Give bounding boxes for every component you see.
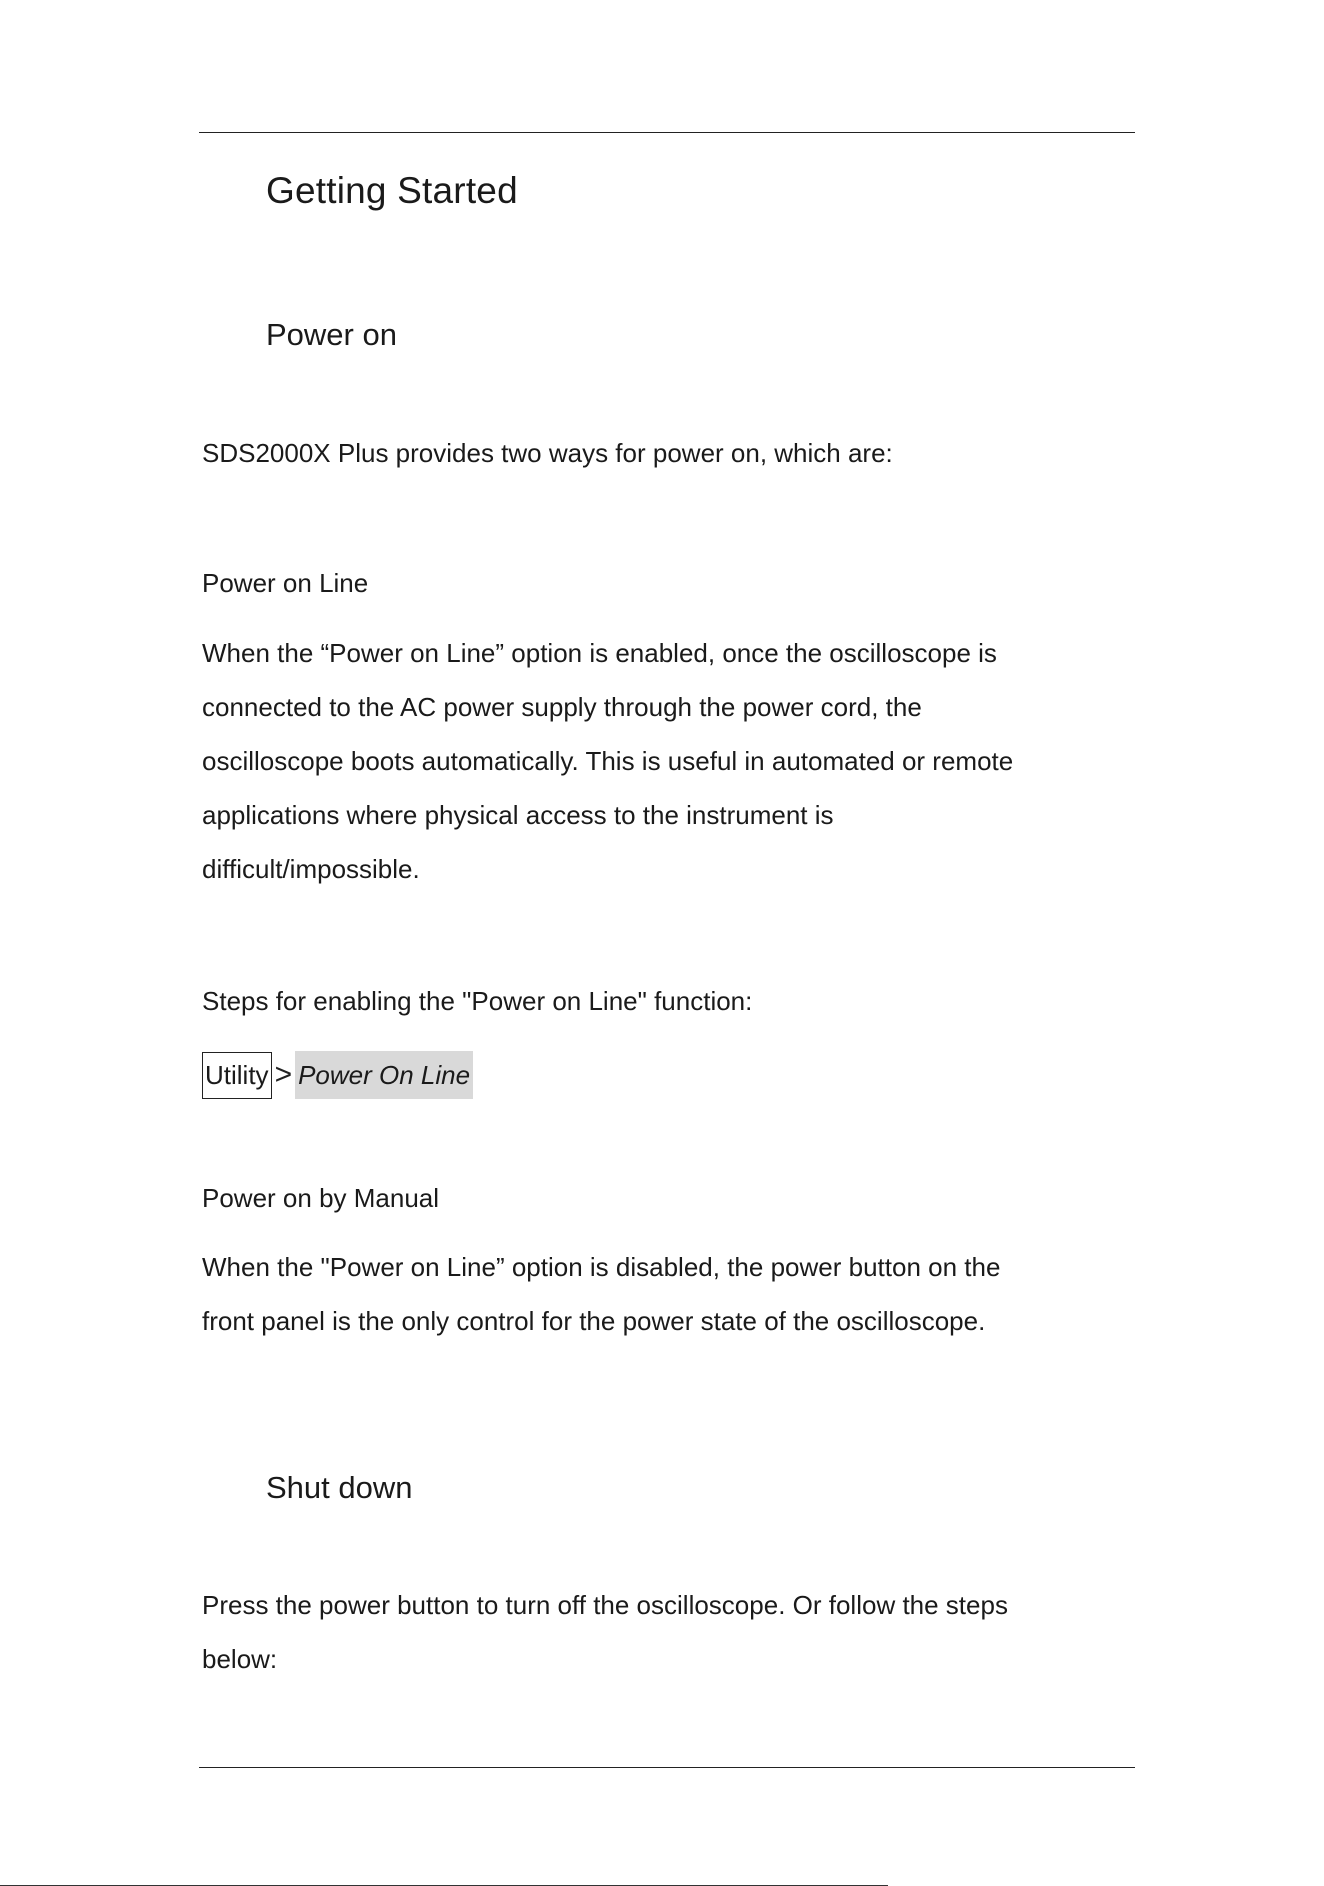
power-on-manual-description xyxy=(202,1240,1102,1348)
paragraph-line: applications where physical access to the instrument is xyxy=(202,800,834,830)
paragraph-line: difficult/impossible. xyxy=(202,854,420,884)
subsection-title-power-on-manual: Power on by Manual xyxy=(202,1183,440,1213)
paragraph-line: connected to the AC power supply through the power cord, the xyxy=(202,692,922,722)
page-title: Getting Started xyxy=(266,170,518,211)
paragraph-line: front panel is the only control for the power state of the oscilloscope. xyxy=(202,1306,986,1336)
power-on-intro: SDS2000X Plus provides two ways for power on, which are: xyxy=(202,438,893,468)
footer-rule xyxy=(199,1767,1135,1768)
path-separator: > xyxy=(274,1058,293,1091)
shut-down-description xyxy=(202,1578,1102,1686)
utility-key: Utility xyxy=(202,1052,272,1099)
section-title-shut-down: Shut down xyxy=(266,1470,413,1505)
paragraph-line: below: xyxy=(202,1644,278,1674)
power-on-line-menu-item: Power On Line xyxy=(295,1051,473,1099)
menu-path xyxy=(202,1050,473,1100)
subsection-title-power-on-line: Power on Line xyxy=(202,568,369,598)
section-title-power-on: Power on xyxy=(266,317,397,352)
paragraph-line: oscilloscope boots automatically. This is useful in automated or remote xyxy=(202,746,1014,776)
power-on-line-description xyxy=(202,626,1102,896)
header-rule xyxy=(199,132,1135,133)
paragraph-line: Press the power button to turn off the oscilloscope. Or follow the steps xyxy=(202,1590,1008,1620)
paragraph-line: When the "Power on Line” option is disabled, the power button on the xyxy=(202,1252,1001,1282)
paragraph-line: When the “Power on Line” option is enabled, once the oscilloscope is xyxy=(202,638,997,668)
steps-label: Steps for enabling the "Power on Line" function: xyxy=(202,986,753,1016)
